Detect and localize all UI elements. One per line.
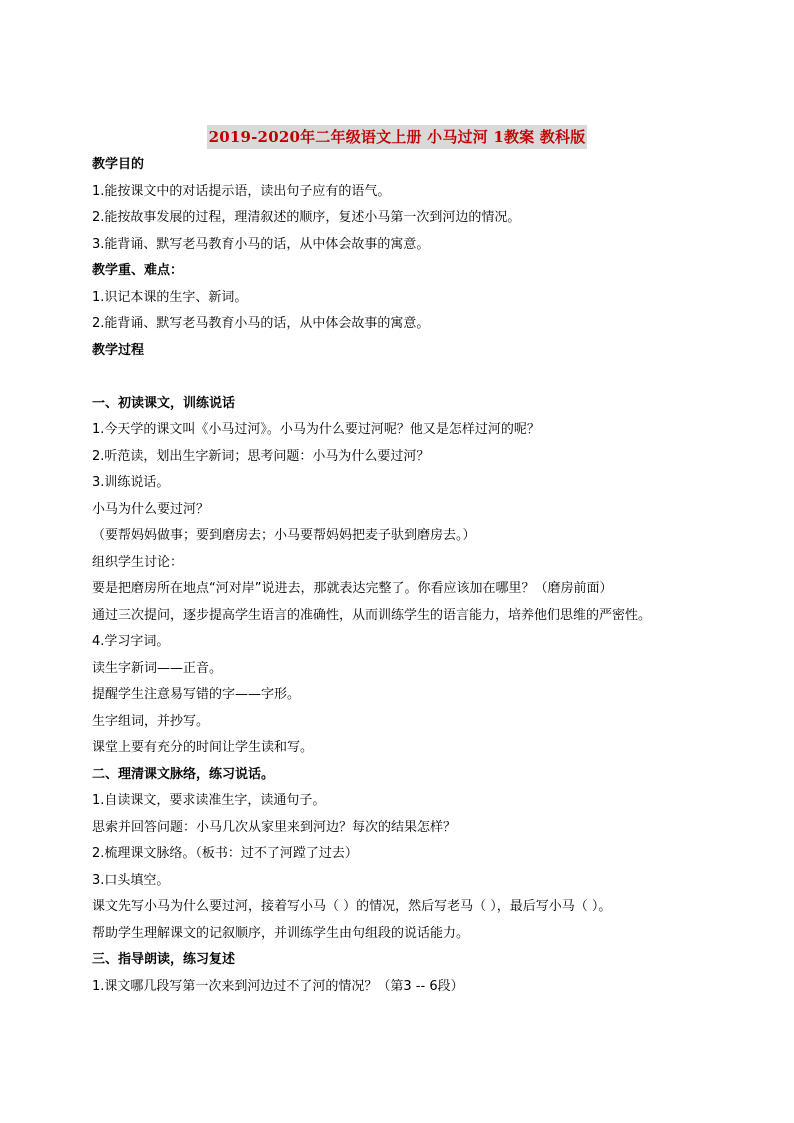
paragraph-line: 2.能按故事发展的过程，理清叙述的顺序，复述小马第一次到河边的情况。 [92,210,521,225]
paragraph-line: 课堂上要有充分的时间让学生读和写。 [92,740,314,755]
blank-line [92,364,712,391]
paragraph-line: 3.能背诵、默写老马教育小马的话，从中体会故事的寓意。 [92,236,430,252]
section-heading: 一、初读课文，训练说话 [92,395,236,411]
paragraph-line: 1.今天学的课文叫《小马过河》。小马为什么要过河呢？他又是怎样过河的呢？ [92,422,540,437]
section-heading: 教学目的 [92,157,145,172]
paragraph-line: 组织学生讨论： [92,554,184,570]
document-body [92,152,712,1000]
paragraph-line: 1.能按课文中的对话提示语，读出句子应有的语气。 [92,183,391,199]
paragraph-line: 生字组词，并抄写。 [92,713,210,729]
paragraph-line: 课文先写小马为什么要过河，接着写小马（ ）的情况，然后写老马（ ），最后写小马（ ）。 [92,899,612,914]
section-heading: 二、理清课文脉络，练习说话。 [92,766,275,782]
paragraph-line: 2.能背诵、默写老马教育小马的话，从中体会故事的寓意。 [92,316,430,331]
paragraph-line: 2.梳理课文脉络。（板书：过不了河蹚了过去） [92,846,358,861]
paragraph-line: 提醒学生注意易写错的字——字形。 [92,687,301,702]
section-heading: 教学重、难点： [92,263,184,278]
section-heading: 教学过程 [92,342,145,358]
paragraph-line: 3.训练说话。 [92,475,170,490]
paragraph-line: 1.自读课文，要求读准生字，读通句子。 [92,793,326,808]
paragraph-line: 通过三次提问，逐步提高学生语言的准确性，从而训练学生的语言能力，培养他们思维的严密性。 [92,607,652,623]
paragraph-line: 1.课文哪几段写第一次来到河边过不了河的情况？（第3 -- 6段） [92,978,464,994]
title-wrapper [92,125,702,149]
paragraph-line: 帮助学生理解课文的记叙顺序，并训练学生由句组段的说话能力。 [92,925,470,941]
paragraph-line: 3.口头填空。 [92,872,170,888]
document-title: 2019-2020年二年级语文上册 小马过河 1教案 教科版 [207,125,588,149]
section-heading: 三、指导朗读，练习复述 [92,952,236,967]
paragraph-line: 读生字新词——正音。 [92,660,223,676]
paragraph-line: 要是把磨房所在地点“河对岸”说进去，那就表达完整了。你看应该加在哪里？（磨房前面） [92,581,613,596]
paragraph-line: （要帮妈妈做事；要到磨房去；小马要帮妈妈把麦子驮到磨房去。） [92,528,476,543]
document-page [92,0,712,1123]
paragraph-line: 2.听范读，划出生字新词；思考问题：小马为什么要过河？ [92,448,430,464]
paragraph-line: 小马为什么要过河？ [92,501,210,517]
paragraph-line: 1.识记本课的生字、新词。 [92,289,248,305]
paragraph-line: 思索并回答问题：小马几次从家里来到河边？每次的结果怎样？ [92,819,457,835]
paragraph-line: 4.学习字词。 [92,634,170,649]
